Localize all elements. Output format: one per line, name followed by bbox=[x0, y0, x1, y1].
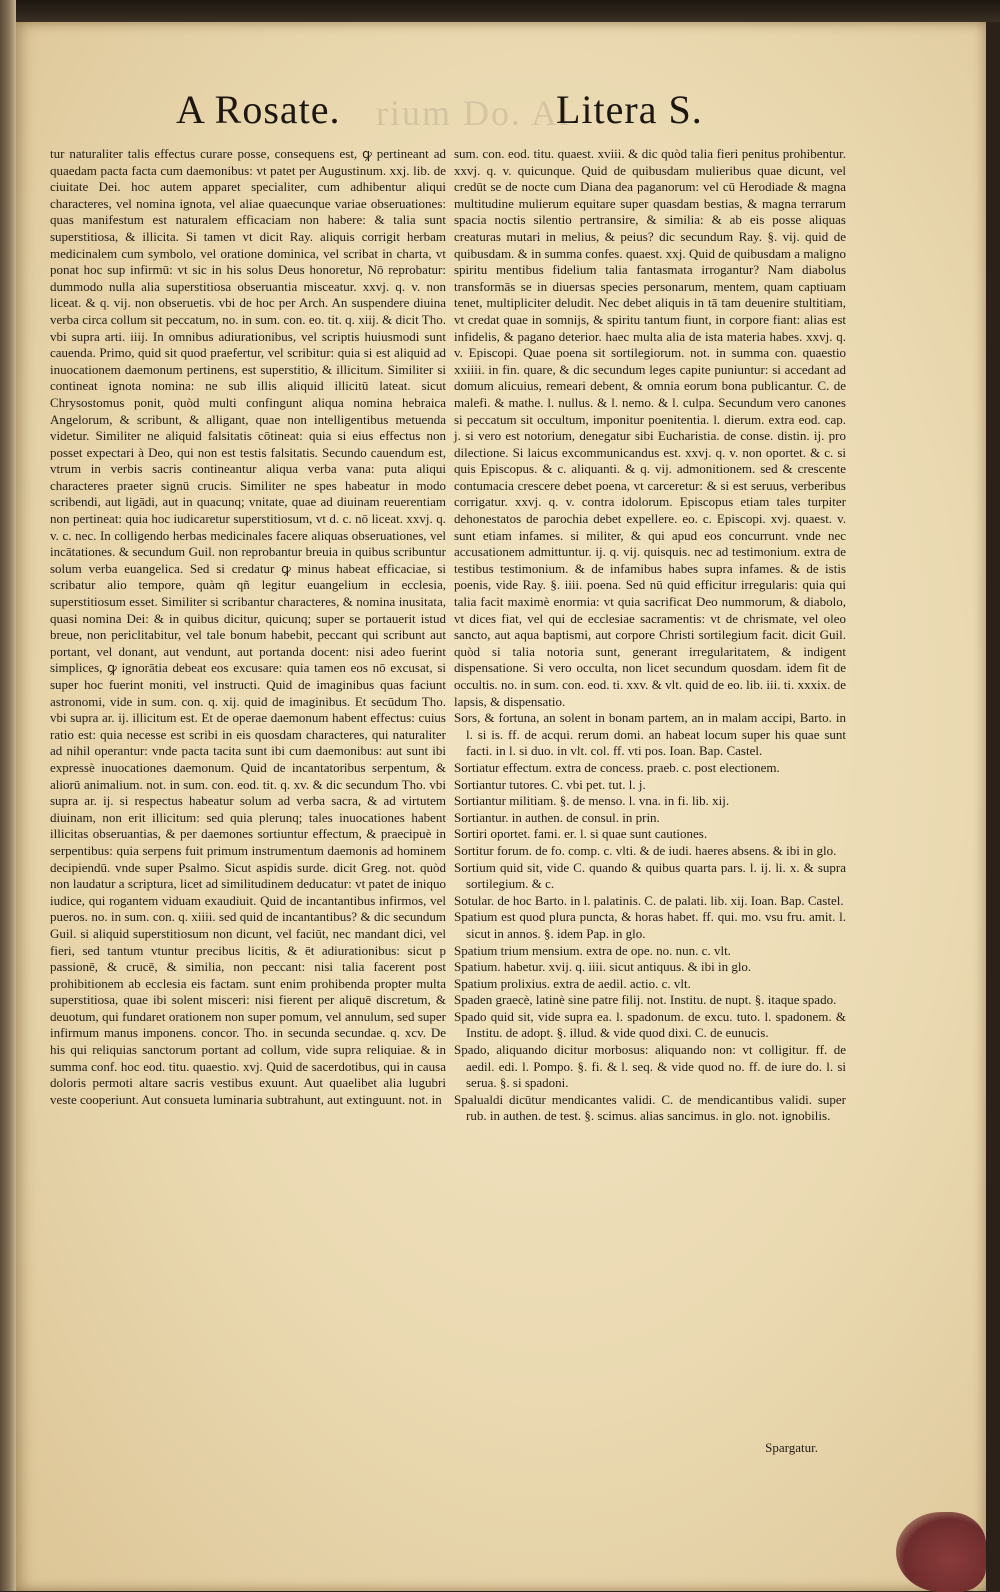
page-header bbox=[16, 80, 986, 150]
index-entry: Sortitur forum. de fo. comp. c. vlti. & de iudi. haeres absens. & ibi in glo. bbox=[454, 842, 837, 858]
index-entry: Spaden graecè, latinè sine patre filij. not. Institu. de nupt. §. itaque spado. bbox=[454, 992, 837, 1008]
index-entry: Sortiri oportet. fami. er. l. si quae sunt cautiones. bbox=[454, 826, 708, 842]
book-page bbox=[16, 22, 986, 1591]
index-entry: Sortiantur militiam. §. de menso. l. vna. in fi. lib. xij. bbox=[454, 793, 730, 809]
scan-top-edge bbox=[0, 0, 1000, 22]
index-entry: Spatium. habetur. xvij. q. iiii. sicut antiquus. & ibi in glo. bbox=[454, 959, 752, 975]
index-entry: Spatium trium mensium. extra de ope. no. nun. c. vlt. bbox=[454, 942, 731, 958]
running-title-left: A Rosate. bbox=[176, 87, 341, 132]
catchword: Spargatur. bbox=[765, 1440, 818, 1455]
index-entry: Sortiatur effectum. extra de concess. praeb. c. post electionem. bbox=[454, 759, 780, 775]
index-entry: Spado, aliquando dicitur morbosus: aliquando non: vt colligitur. ff. de aedil. edi. l. Pompo. §. fi. & l. seq. & vide quod no. ff. de iure do. l. si serua. §. si spadoni. bbox=[454, 1042, 846, 1091]
index-entry: Spado quid sit, vide supra ea. l. spadonum. de excu. tuto. l. spadonem. & Institu. de adopt. §. illud. & vide quod dixi. C. de eunucis. bbox=[454, 1008, 846, 1041]
facing-page-edge bbox=[0, 0, 16, 1591]
index-entry: Spatium prolixius. extra de aedil. actio. c. vlt. bbox=[454, 975, 691, 991]
index-entry: Sors, & fortuna, an solent in bonam partem, an in malam accipi, Barto. in l. si is. ff. de acqui. rerum domi. an habeat locum super his quae sunt facti. in l. si duo. in vlt. col. ff. vti pos. Ioan. Bap. Castel. bbox=[454, 710, 846, 759]
index-entry: Sortium quid sit, vide C. quando & quibus quarta pars. l. ij. li. x. & supra sortilegium. & c. bbox=[454, 859, 846, 892]
index-entry: Sortiantur tutores. C. vbi pet. tut. l. j. bbox=[454, 776, 646, 792]
left-column-text: tur naturaliter talis effectus curare posse, consequens est, ꝙ pertineant ad quaedam pacta facta cum daemonibus: vt patet per Augustinum. xxj. lib. de ciuitate Dei. hoc autem apparet specialiter, cum adhibentur aliqui characteres, vel nomina ignota, vel aliae quaecunque variae obseruationes: quas manifestum est naturalem efficaciam non habere: & talia sunt superstitiosa, & illicita. Si tamen vt dicit Ray. aliquis corrigit herbam medicinalem cum symbolo, vel oratione dominica, vel scribat in charta, vt ponat hoc sup infirmū: vt sic in his solus Deus honoretur, Nō reprobatur: dummodo nulla alia superstitiosa obseruantia misceatur. xxvj. q. v. non liceat. & q. vij. non obseruetis. vbi de hoc per Arch. An suspendere diuina verba circa collum sit peccatum, no. in sum. con. eo. tit. q. xiij. & dicit Tho. vbi supra arti. iiij. In omnibus adiurationibus, vel scriptis huiusmodi sunt cauenda. Primo, quid sit quod praefertur, vel scribitur: quia si est aliquid ad inuocationem daemonum pertinens, est superstitio, & illicitum. Similiter si contineat ignota nomina: ne sub illis aliquid illicitū lateat. sicut Chrysostomus ponit, quòd multi confingunt aliqua nomina hebraica Angelorum, & scribunt, & alligant, quae non intelligentibus metuenda videtur. Similiter ne aliquid falsitatis cōtineat: quia si eius effectus non posset expectari à Deo, qui non est testis falsitatis. Secundo cauendum est, vtrum in verbis sacris contineantur aliqua verba vana: puta aliqui characteres praeter signū crucis. Similiter ne spes habeatur in modo scribendi, aut ligādi, aut in quacunq; vnitate, quae ad diuinam reuerentiam non pertineat: quia hoc iudicaretur superstitiosum, vt d. c. nō liceat. xxvj. q. v. c. nec. In colligendo herbas medicinales facere aliquas obseruationes, vel incātationes. & secundum Guil. non reprobantur breuia in quibus scribuntur solum verba euangelica. Sed si credatur ꝙ minus habeat efficaciae, si scribatur alio tempore, quàm qñ legitur euangelium in ecclesia, superstitiosum esset. Similiter si scribantur characteres, & nomina inusitata, quasi nomina Dei: & in quibus dicitur, quicunq; super se portauerit istud breue, non periclitabitur, vel tale bonum habebit, peccant qui scribunt aut portant, vel donant, aut vendunt, aut portanda docent: nisi adeo fuerint simplices, ꝙ ignorātia debeat eos excusare: quia tamen eos nō excusat, si super hoc fuerint moniti, vel instructi. Quid de imaginibus quas faciunt astronomi, vide in sum. con. q. xij. quid de imaginibus. Et secūdum Tho. vbi supra ar. ij. illicitum est. Et de operae daemonum habent effectus: cuius ratio est: quia necesse est scribi in eis quosdam characteres, qui naturaliter ad nihil operantur: vnde pacta tacita sunt ibi cum daemonibus: aut sunt ibi expressè inuocationes daemonum. Quid de incantatoribus serpentum, & aliorū animalium. not. in sum. con. eod. tit. q. xv. & dic secundum Tho. vbi supra ar. ij. si respectus habeatur solum ad verba sacra, & ad virtutem diuinam, non erit illicitum: sed quia plerunq; tales inuocationes habent illicitas obseruantias, & per daemones sortiuntur effectum, & praecipuè in serpentibus: quia serpens fuit primum instrumentum daemonis ad hominem decipiendū. vnde super Psalmo. Sicut aspidis surde. dicit Greg. not. quòd non laudatur a scriptura, licet ad similitudinem deducatur: vt patet de iniquo iudice, qui rogantem viduam exaudiuit. Quid de incantantibus infirmos, vel pueros. no. in sum. con. q. xiiii. sed quid de incantantibus? & dic secundum Guil. si aliquid superstitiosum non dicunt, vel faciūt, nec mandant dici, vel fieri, sed tantum vtuntur precibus licitis, & ēt adiurationibus: sicut p passionē, & crucē, & similia, non peccant: nisi talia facerent post prohibitionem ab ecclesia eis factam. sunt enim prohibenda propter multa superstitiosa, quae ibi solent misceri: nisi fierent per aliquē discretum, & deuotum, qui fundaret orationem non super pomum, vel annulum, sed super infirmum manus imponens. concor. Tho. in secunda secundae. q. xcv. De his qui reliquias sanctorum portant ad collum, vide supra reliquiae. & in summa conf. hoc eod. titu. quaestio. xvj. Quid de sacerdotibus, qui in causa doloris permoti altare sacris vestibus exuunt. Aut quaelibet alia lugubri veste cooperiunt. Aut consueta luminaria subtrahunt, aut extinguunt. not. in bbox=[50, 146, 446, 1107]
running-title-right: Litera S. bbox=[556, 87, 703, 132]
right-column-paragraph: sum. con. eod. titu. quaest. xviii. & dic quòd talia fieri penitus prohibentur. xxvj. q. v. quicunque. Quid de quibusdam mulieribus quae dicunt, vel credūt se de nocte cum Diana dea paganorum: vel cū Herodiade & magna multitudine mulierum equitare super quasdam bestias, & magna terrarum spacia noctis silentio pertransire, & similia: & ab eis posse aliquas creaturas mutari in melius, & peius? dic secundum Ray. §. vij. quid de quibusdam. & in summa confes. quaest. xxj. Quid de quibusdam a maligno spiritu mentibus fidelium talia fantasmata irrogantur? Nam diabolus transformās se in diuersas species personarum, mentem, quam captiuam tenet, multipliciter deludit. Nec debet aliquis in tā tam deuenire stultitiam, vt credat quae in somnijs, & spiritu tantum fiunt, in corpore fiant: alias est infidelis, & pagano deterior. haec multa alia de ista materia habes. xxvj. q. v. Episcopi. Quae poena sit sortilegiorum. not. in summa con. quaestio xxiiii. in fin. quare, & dic secundum leges capite puniuntur: si accedant ad domum alicuius, remeari debent, & omnia eorum bona publicantur. C. de malefi. & mathe. l. nullus. & l. nemo. & l. culpa. Secundum vero canones si peccatum sit occultum, imponitur poenitentia. l. dierum. extra eod. cap. j. si vero est notorium, denegatur sibi Eucharistia. de conse. distin. ij. pro dilectione. Si laicus excommunicandus est. xxvj. q. v. non oportet. & c. si quis Episcopus. & c. aliquanti. & q. vij. admonitionem. sed & crescente contumacia crescere debet poena, vt carceretur: & si est seruus, verberibus corrigatur. xxvj. q. v. contra idolorum. Episcopus etiam tales turpiter dehonestatos de parochia debet expellere. eo. c. Episcopi. xvj. quaest. v. sunt etiam infames. si militer, & qui apud eos concurrunt. vnde nec accusationem admittuntur. ij. q. vij. quisquis. nec ad testimonium. extra de testibus testimonium. & de infamibus habes supra infames. & de istis poenis, vide Ray. §. iiii. poena. Sed nū quid efficitur irregularis: quia qui talia facit maximè enormia: vt quia sacrificat Deo nummorum, & diabolo, vt dices fiat, vel qui de ecclesiae sacramentis: vt de chrismate, vel oleo sancto, aut aqua baptismi, aut corpore Christi sortilegium facit. dicit Guil. quòd si talia notoria sunt, generant irregularitatem, & indigent dispensatione. Si vero occulta, non licet secundum quosdam. idem fit de occultis. no. in sum. con. eod. ti. xxv. & vlt. quid de eo. lib. iii. ti. xxxix. de lapsis, & dispensatio. bbox=[454, 146, 846, 709]
index-entry: Spatium est quod plura puncta, & horas habet. ff. qui. mo. vsu fru. amit. l. sicut in annos. §. idem Pap. in glo. bbox=[454, 909, 846, 941]
index-entry: Spalualdi dicūtur mendicantes validi. C. de mendicantibus validi. super rub. in authen. de test. §. scimus. alias sancimus. in glo. not. ignobilis. bbox=[454, 1091, 846, 1124]
page-stain bbox=[896, 1512, 986, 1592]
index-entry: Sortiantur. in authen. de consul. in prin. bbox=[454, 809, 660, 825]
left-column bbox=[50, 146, 446, 1108]
show-through-text: rium Do. Al bbox=[376, 93, 572, 133]
index-entry: Sotular. de hoc Barto. in l. palatinis. C. de palati. lib. xij. Ioan. Bap. Castel. bbox=[454, 892, 844, 908]
right-column bbox=[454, 146, 846, 1125]
